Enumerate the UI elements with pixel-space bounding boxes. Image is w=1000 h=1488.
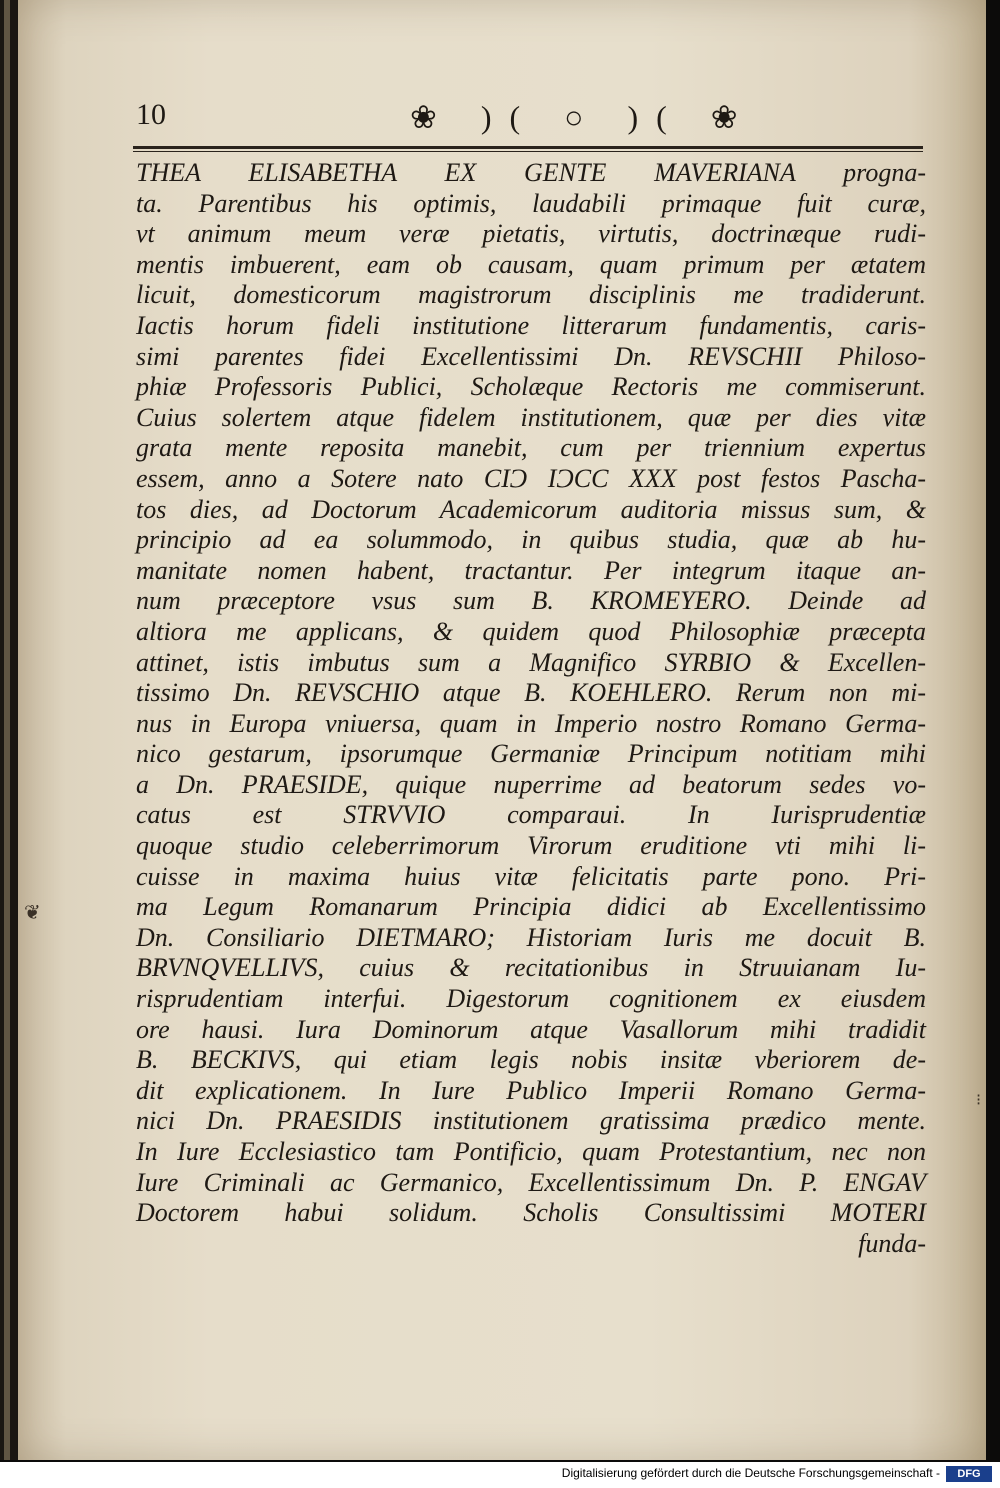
text-line: licuit, domesticorum magistrorum disciplinis me tradiderunt.	[136, 280, 926, 310]
text-line: essem, anno a Sotere nato CIϽ IϽCC XXX post festos Pascha-	[136, 463, 926, 493]
page-header	[18, 98, 986, 148]
text-line: dit explicationem. In Iure Publico Imperii Romano Germa-	[136, 1075, 926, 1105]
header-rule	[133, 146, 923, 149]
text-line: risprudentiam interfui. Digestorum cognitionem ex eiusdem	[136, 984, 926, 1014]
margin-mark: ❦	[24, 902, 41, 924]
margin-mark: ⁝	[976, 1092, 982, 1109]
text-line: Cuius solertem atque fidelem institutionem, quæ per dies vitæ	[136, 402, 926, 432]
footer-credit: Digitalisierung gefördert durch die Deutsche Forschungsgemeinschaft -	[561, 1466, 940, 1480]
text-line: cuisse in maxima huius vitæ felicitatis parte pono. Pri-	[136, 861, 926, 891]
text-line: B. BECKIVS, qui etiam legis nobis insitæ vberiorem de-	[136, 1045, 926, 1075]
header-rule-thin	[133, 151, 923, 152]
text-line: Doctorem habui solidum. Scholis Consultissimi MOTERI	[136, 1198, 926, 1228]
text-line: Iure Criminali ac Germanico, Excellentissimum Dn. P. ENGAV	[136, 1167, 926, 1197]
text-line: tissimo Dn. REVSCHIO atque B. KOEHLERO. Rerum non mi-	[136, 678, 926, 708]
text-line: altiora me applicans, & quidem quod Philosophiæ præcepta	[136, 616, 926, 646]
text-line: quoque studio celeberrimorum Virorum eruditione vti mihi li-	[136, 831, 926, 861]
text-line: nici Dn. PRAESIDIS institutionem gratissima prædico mente.	[136, 1106, 926, 1136]
text-line: THEA ELISABETHA EX GENTE MAVERIANA progna-	[136, 158, 926, 187]
paper-page	[18, 0, 986, 1460]
text-line: a Dn. PRAESIDE, quique nuperrime ad beatorum sedes vo-	[136, 769, 926, 799]
text-line: Dn. Consiliario DIETMARO; Historiam Iuris me docuit B.	[136, 922, 926, 952]
body-text	[136, 158, 926, 1259]
text-line: tos dies, ad Doctorum Academicorum auditoria missus sum, &	[136, 494, 926, 524]
text-line: BRVNQVELLIVS, cuius & recitationibus in Struuianam Iu-	[136, 953, 926, 983]
binding-strip	[4, 0, 10, 1460]
digitization-footer	[0, 1462, 1000, 1488]
text-line: attinet, istis imbutus sum a Magnifico SYRBIO & Excellen-	[136, 647, 926, 677]
text-line: grata mente reposita manebit, cum per triennium expertus	[136, 433, 926, 463]
page-number: 10	[136, 98, 166, 131]
text-line: vt animum meum veræ pietatis, virtutis, doctrinæque rudi-	[136, 219, 926, 249]
text-line: nico gestarum, ipsorumque Germaniæ Principum notitiam mihi	[136, 739, 926, 769]
text-line: Iactis horum fideli institutione litterarum fundamentis, caris-	[136, 310, 926, 340]
text-line: manitate nomen habent, tractantur. Per integrum itaque an-	[136, 555, 926, 585]
text-line: principio ad ea solummodo, in quibus studia, quæ ab hu-	[136, 525, 926, 555]
book-binding-edge	[0, 0, 18, 1460]
catchword: funda-	[858, 1228, 926, 1258]
text-line: phiæ Professoris Publici, Scholæque Rectoris me commiserunt.	[136, 372, 926, 402]
text-line: simi parentes fidei Excellentissimi Dn. REVSCHII Philoso-	[136, 341, 926, 371]
text-line: ma Legum Romanarum Principia didici ab Excellentissimo	[136, 892, 926, 922]
text-line: num præceptore vsus sum B. KROMEYERO. Deinde ad	[136, 586, 926, 616]
text-line: mentis imbuerent, eam ob causam, quam primum per ætatem	[136, 249, 926, 279]
text-line: catus est STRVVIO comparaui. In Iurisprudentiæ	[136, 800, 926, 830]
text-line: ore hausi. Iura Dominorum atque Vasallorum mihi tradidit	[136, 1014, 926, 1044]
text-line: In Iure Ecclesiastico tam Pontificio, quam Protestantium, nec non	[136, 1137, 926, 1166]
dfg-logo: DFG	[946, 1466, 992, 1482]
header-ornament: ❀ )( ○ )( ❀	[410, 99, 756, 135]
text-line: ta. Parentibus his optimis, laudabili primaque fuit curæ,	[136, 188, 926, 218]
text-line: nus in Europa vniuersa, quam in Imperio nostro Romano Germa-	[136, 708, 926, 738]
